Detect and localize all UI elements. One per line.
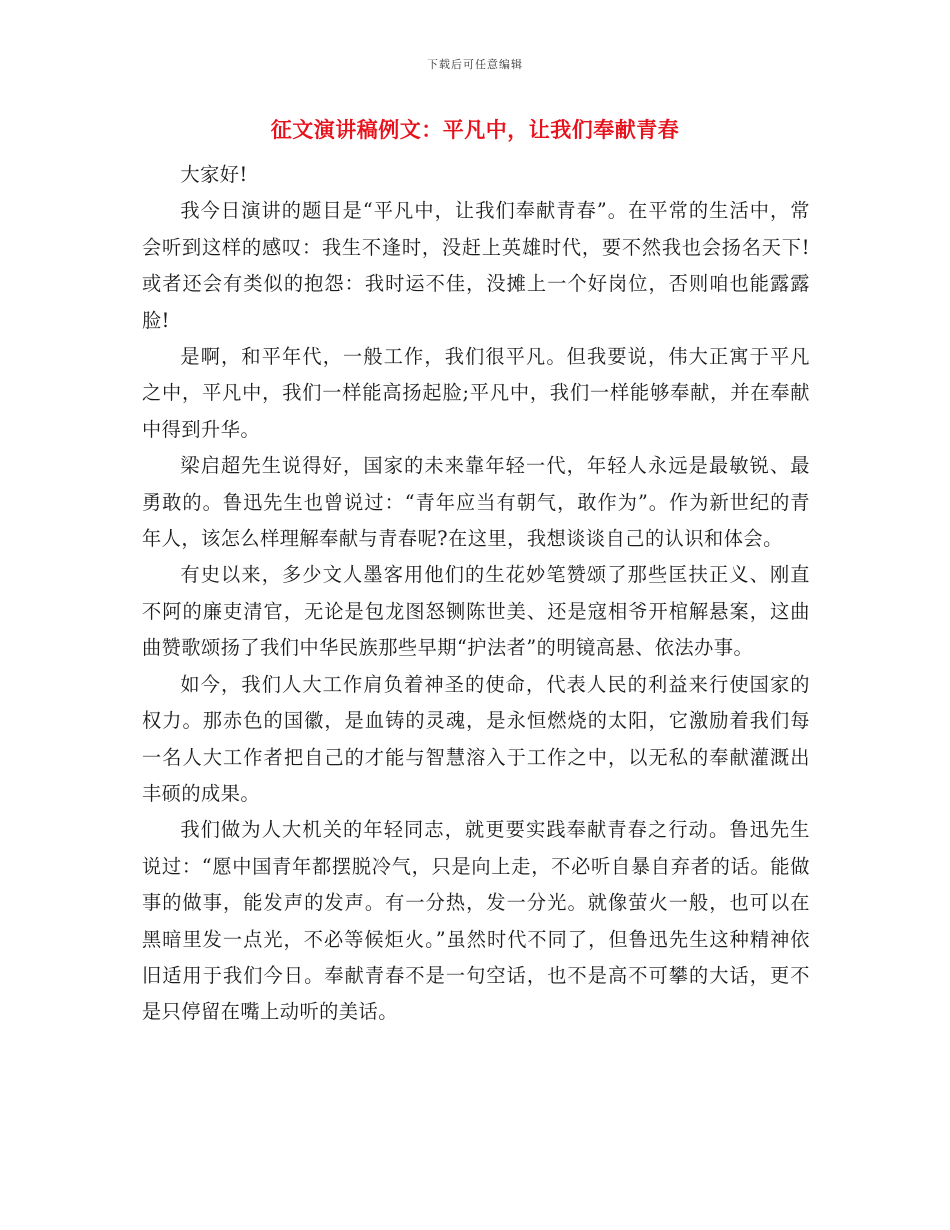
paragraph: 梁启超先生说得好，国家的未来靠年轻一代，年轻人永远是最敏锐、最勇敢的。鲁迅先生也曾说过：“青年应当有朝气，敢作为”。作为新世纪的青年人，该怎么样理解奉献与青春呢?在这里，我想谈谈自己的认识和体会。 (142, 454, 810, 551)
paragraph: 如今，我们人大工作肩负着神圣的使命，代表人民的利益来行使国家的权力。那赤色的国徽，是血铸的灵魂，是永恒燃烧的太阳，它激励着我们每一名人大工作者把自己的才能与智慧溶入于工作之中，以无私的奉献灌溉出丰硕的成果。 (142, 672, 810, 805)
page-header-note: 下载后可任意编辑 (427, 58, 523, 71)
paragraph-greeting: 大家好! (180, 163, 248, 186)
paragraph: 我今日演讲的题目是“平凡中，让我们奉献青春”。在平常的生活中，常会听到这样的感叹：我生不逢时，没赶上英雄时代，要不然我也会扬名天下!或者还会有类似的抱怨：我时运不佳，没摊上一个好岗位，否则咱也能露露脸! (142, 199, 810, 332)
paragraph: 我们做为人大机关的年轻同志，就更要实践奉献青春之行动。鲁迅先生说过：“愿中国青年都摆脱冷气，只是向上走，不必听自暴自弃者的话。能做事的做事，能发声的发声。有一分热，发一分光。就像萤火一般，也可以在黑暗里发一点光，不必等候炬火。”虽然时代不同了，但鲁迅先生这种精神依旧适用于我们今日。奉献青春不是一句空话，也不是高不可攀的大话，更不是只停留在嘴上动听的美话。 (142, 818, 810, 1024)
document-title: 征文演讲稿例文：平凡中，让我们奉献青春 (270, 118, 680, 142)
paragraph: 有史以来，多少文人墨客用他们的生花妙笔赞颂了那些匡扶正义、刚直不阿的廉吏清官，无论是包龙图怒铡陈世美、还是寇相爷开棺解悬案，这曲曲赞歌颂扬了我们中华民族那些早期“护法者”的明镜高悬、依法办事。 (142, 563, 810, 660)
paragraph: 是啊，和平年代，一般工作，我们很平凡。但我要说，伟大正寓于平凡之中，平凡中，我们一样能高扬起脸;平凡中，我们一样能够奉献，并在奉献中得到升华。 (142, 345, 810, 441)
document-body (142, 157, 810, 1031)
